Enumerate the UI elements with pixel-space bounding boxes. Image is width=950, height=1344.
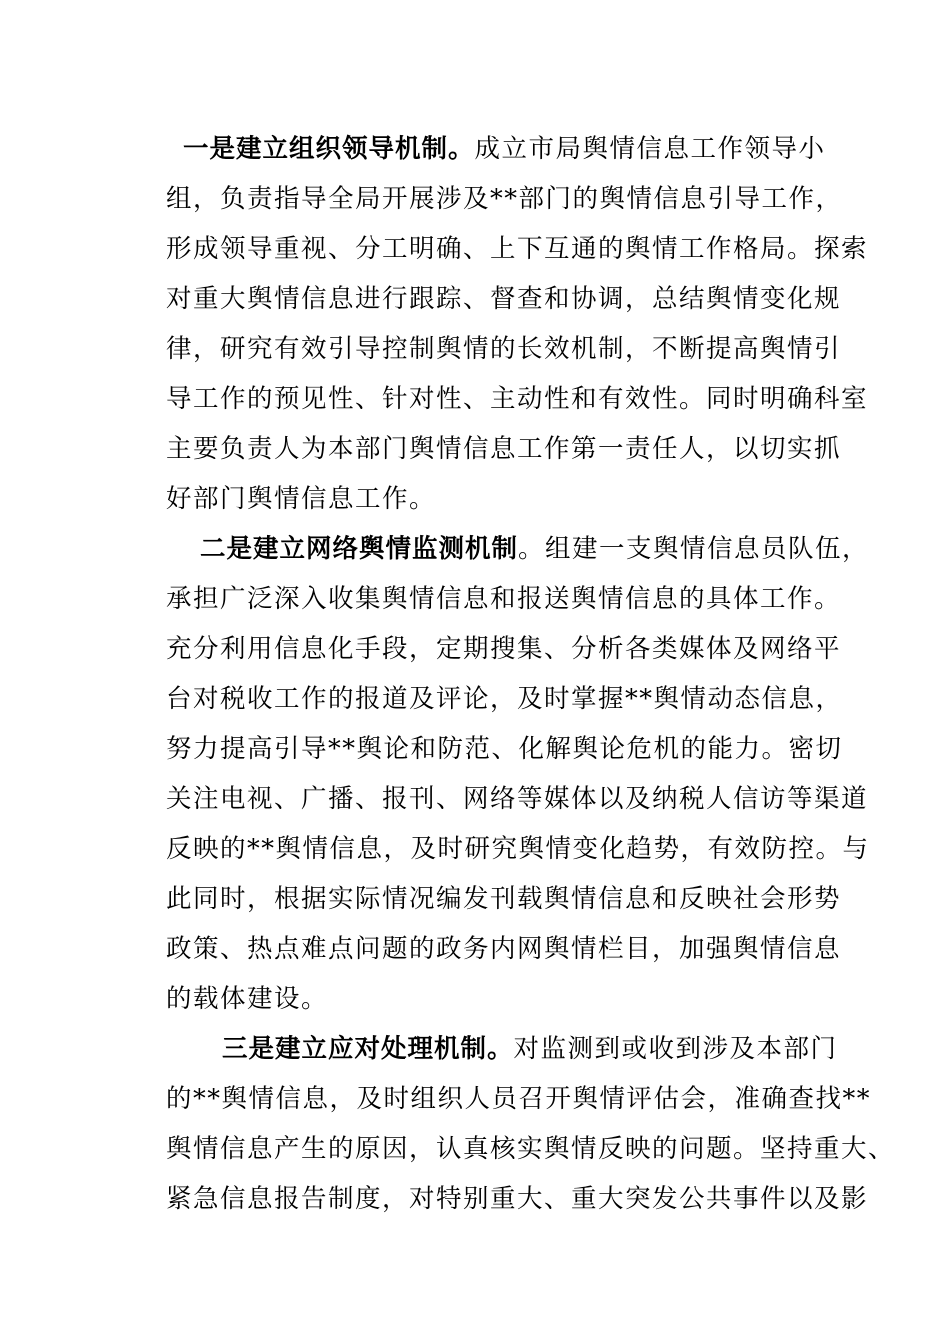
paragraph-2-line-5: 努力提高引导**舆论和防范、化解舆论危机的能力。密切 [166,734,843,764]
paragraph-3-line-1 [222,1024,838,1074]
paragraph-2-line-4: 台对税收工作的报道及评论，及时掌握**舆情动态信息， [166,684,843,714]
paragraph-1-line-8: 好部门舆情信息工作。 [166,484,437,514]
paragraph-2-line-6: 关注电视、广播、报刊、网络等媒体以及纳税人信访等渠道 [166,784,869,814]
paragraph-3-line-4: 紧急信息报告制度，对特别重大、重大突发公共事件以及影 [166,1184,869,1214]
paragraph-2-line-8: 此同时，根据实际情况编发刊载舆情信息和反映社会形势 [166,884,842,914]
paragraph-1-line-1 [183,124,826,174]
paragraph-3-heading: 三是建立应对处理机制。 [222,1034,514,1064]
paragraph-1-line-4: 对重大舆情信息进行跟踪、督查和协调，总结舆情变化规 [166,284,842,314]
paragraph-2-line-9: 政策、热点难点问题的政务内网舆情栏目，加强舆情信息 [166,934,842,964]
paragraph-1-text: 成立市局舆情信息工作领导小 [474,134,826,164]
paragraph-1-heading: 一是建立组织领导机制。 [183,134,475,164]
paragraph-2-line-3: 充分利用信息化手段，定期搜集、分析各类媒体及网络平 [166,634,842,664]
paragraph-3-line-2: 的**舆情信息，及时组织人员召开舆情评估会，准确查找** [166,1084,872,1114]
paragraph-2-heading: 二是建立网络舆情监测机制 [200,534,519,564]
paragraph-1-line-3: 形成领导重视、分工明确、上下互通的舆情工作格局。探索 [166,234,869,264]
paragraph-1-line-2: 组，负责指导全局开展涉及**部门的舆情信息引导工作， [166,184,843,214]
paragraph-3-text: 对监测到或收到涉及本部门 [513,1034,838,1064]
paragraph-3-line-3: 舆情信息产生的原因，认真核实舆情反映的问题。坚持重大、 [166,1134,896,1164]
paragraph-1-line-7: 主要负责人为本部门舆情信息工作第一责任人，以切实抓 [166,434,842,464]
paragraph-2-line-2: 承担广泛深入收集舆情信息和报送舆情信息的具体工作。 [166,584,842,614]
paragraph-2-line-7: 反映的**舆情信息，及时研究舆情变化趋势，有效防控。与 [166,834,870,864]
paragraph-2-text: 。组建一支舆情信息员队伍， [518,534,870,564]
paragraph-2-line-10: 的载体建设。 [166,984,329,1014]
paragraph-1-line-5: 律，研究有效引导控制舆情的长效机制，不断提高舆情引 [166,334,842,364]
paragraph-2-line-1 [200,524,869,574]
paragraph-1-line-6: 导工作的预见性、针对性、主动性和有效性。同时明确科室 [166,384,869,414]
